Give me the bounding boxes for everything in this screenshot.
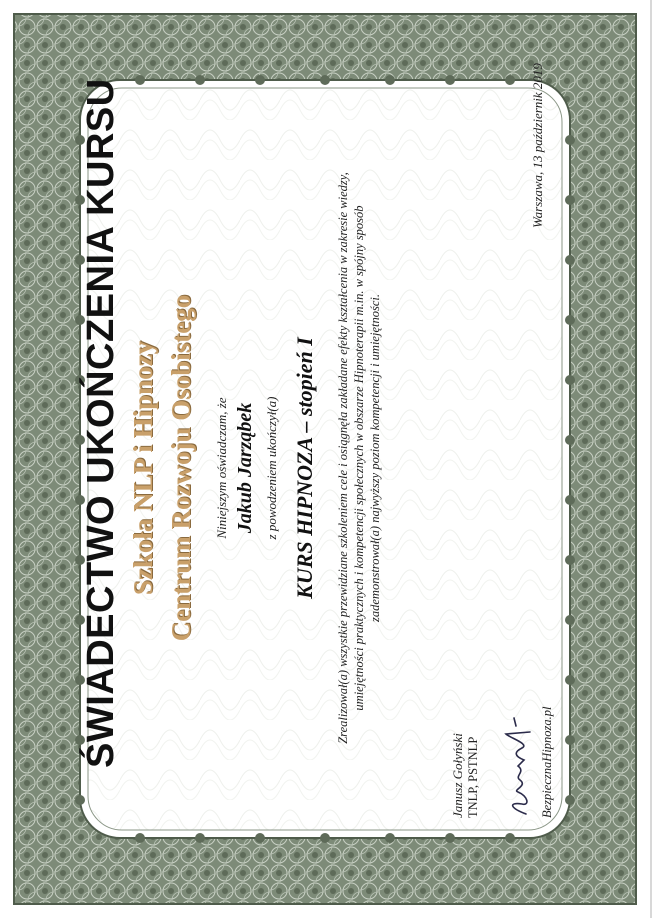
body-text-line: umiejętności praktycznych i kompetencji społecznych w obszarze Hipnoterapii m.in. w spójny sposób: [352, 205, 366, 711]
course-name: KURS HIPNOZA – stopień I: [292, 337, 317, 599]
body-text-line: Zrealizował(a) wszystkie przewidziane szkoleniem cele i osiągnęła zakładane efekty kształcenia w zakresie wiedzy,: [336, 172, 350, 744]
certificate-title: ŚWIADECTWO UKOŃCZENIA KURSU: [80, 78, 122, 768]
school-name-line2: Centrum Rozwoju Osobistego: [166, 294, 196, 642]
body-text-line: zademonstrował(a) najwyższy poziom kompetencji i umiejętności.: [368, 294, 382, 622]
completed-text: z powodzeniem ukończył(a): [264, 396, 279, 540]
signer-title: TNLP, PSTNLP: [466, 736, 480, 818]
recipient-name: Jakub Jarząbek: [234, 402, 256, 534]
signer-name: Janusz Gołyński: [450, 733, 465, 818]
website-link[interactable]: BezpiecznaHipnoza.pl: [540, 706, 554, 818]
city-date: Warszawa, 13 październik 2019: [530, 63, 545, 228]
intro-text: Niniejszym oświadczam, że: [214, 397, 229, 539]
signature-image: [500, 708, 536, 818]
school-name-line1: Szkoła NLP i Hipnozy: [128, 340, 158, 596]
